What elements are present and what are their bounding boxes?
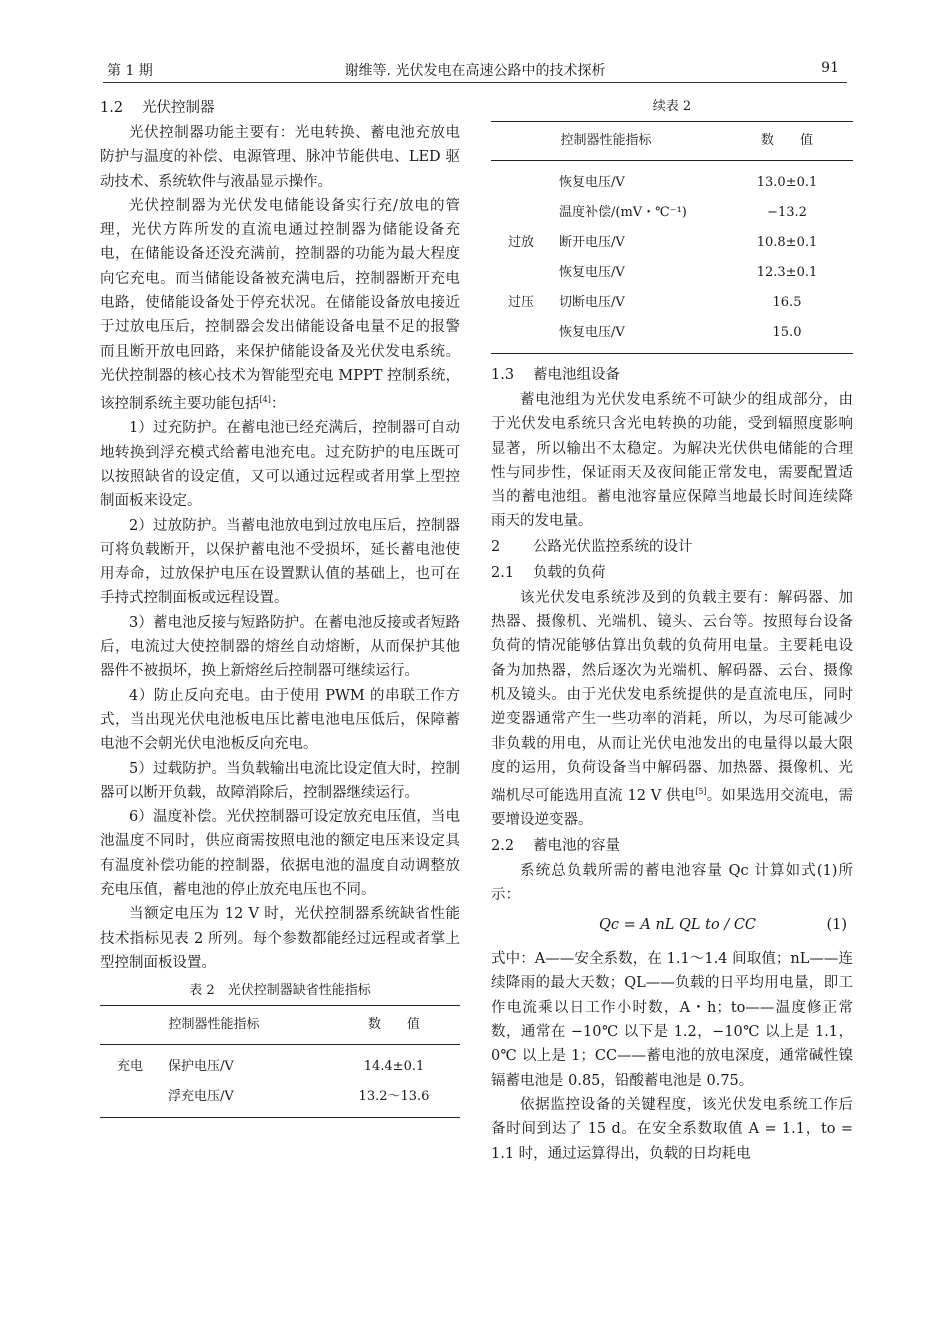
table-cell: 15.0 bbox=[721, 318, 853, 354]
left-column bbox=[100, 95, 460, 1118]
running-title: 谢维等. 光伏发电在高速公路中的技术探析 bbox=[344, 63, 606, 79]
section-number: 2.1 bbox=[491, 564, 515, 581]
paragraph: 蓄电池组为光伏发电系统不可缺少的组成部分，由于光伏发电系统只含光电转换的功能，受到辐照度影响显著，所以输出不太稳定。为解决光伏供电储能的合理性与同步性，保证雨天及夜间能正常发电，需要配置适当的蓄电池组。蓄电池容量应保障当地最长时间连续降雨天的发电量。 bbox=[491, 392, 853, 530]
table-cell: 温度补偿/(mV・℃⁻¹) bbox=[559, 204, 687, 220]
table-group bbox=[491, 318, 551, 354]
table-group: 充电 bbox=[116, 1059, 143, 1075]
paragraph-text: 该光伏发电系统涉及到的负载主要有：解码器、加热器、摄像机、光端机、镜头、云台等。按照每台设备负荷的情况能够估算出负载的负荷用电量。主要耗电设备为加热器，然后逐次为光端机、解码器、云台、摄像机及镜头。由于光伏发电系统提供的是直流电压，同时逆变器通常产生一些功率的消耗，所以，为尽可能减少非负载的用电，从而让光伏电池发出的电量得以最大限度的运用，负荷设备当中解码器、加热器、摄像机、光端机尽可能选用直流 12 V 供电 bbox=[491, 589, 853, 804]
equation-number: (1) bbox=[826, 917, 847, 934]
table-2 bbox=[100, 1005, 460, 1118]
table-header-indicator: 控制器性能指标 bbox=[491, 122, 721, 161]
paragraph bbox=[491, 586, 853, 833]
table-group: 过放 bbox=[507, 234, 534, 250]
table-cell: 保护电压/V bbox=[168, 1059, 234, 1075]
table-cell: 切断电压/V bbox=[559, 294, 625, 310]
table-cell: 14.4±0.1 bbox=[363, 1059, 425, 1075]
section-title: 蓄电池组设备 bbox=[533, 367, 620, 383]
paragraph: 依据监控设备的关键程度，该光伏发电系统工作后备时间到达了 15 d。在安全系数取值 A = 1.1，to = 1.1 时，通过运算得出，负载的日均耗电 bbox=[491, 1096, 853, 1162]
table-cell: 13.2～13.6 bbox=[328, 1082, 460, 1118]
table-row bbox=[491, 318, 853, 354]
section-number: 2 bbox=[491, 538, 501, 555]
table-group bbox=[100, 1082, 160, 1118]
table-group bbox=[491, 258, 551, 288]
table-row bbox=[100, 1045, 460, 1083]
paragraph bbox=[100, 194, 460, 417]
table-caption: 续表 2 bbox=[652, 99, 692, 114]
table-cell: 恢复电压/V bbox=[551, 318, 721, 354]
table-cell: 浮充电压/V bbox=[160, 1082, 328, 1118]
section-number: 1.2 bbox=[100, 100, 124, 116]
table-group: 过压 bbox=[507, 294, 534, 310]
page-header bbox=[103, 56, 847, 83]
section-heading-2 bbox=[491, 534, 853, 560]
citation-ref: [5] bbox=[695, 787, 707, 797]
table-row bbox=[100, 1082, 460, 1118]
table-cell: 恢复电压/V bbox=[559, 264, 625, 280]
section-title: 光伏控制器 bbox=[142, 100, 215, 116]
citation-ref: [4] bbox=[259, 395, 271, 405]
list-item: 6）温度补偿。光伏控制器可设定放充电压值，当电池温度不同时，供应商需按照电池的额定电压来设定具有温度补偿功能的控制器，依据电池的温度自动调整放充电压值，蓄电池的停止放充电压也不同。 bbox=[100, 809, 460, 899]
list-item: 1）过充防护。在蓄电池已经充满后，控制器可自动地转换到浮充模式给蓄电池充电。过充防护的电压既可以按照缺省的设定值，又可以通过远程或者用掌上型控制面板来设定。 bbox=[100, 420, 460, 510]
list-item: 2）过放防护。当蓄电池放电到过放电压后，控制器可将负载断开，以保护蓄电池不受损坏，延长蓄电池使用寿命，过放保护电压在设置默认值的基础上，也可在手持式控制面板或远程设置。 bbox=[100, 517, 460, 607]
section-heading-2-1 bbox=[491, 560, 853, 586]
section-title: 蓄电池的容量 bbox=[533, 837, 620, 854]
list-item: 5）过载防护。当负载输出电流比设定值大时，控制器可以断开负载，故障消除后，控制器继续运行。 bbox=[100, 760, 460, 801]
paragraph: 系统总负载所需的蓄电池容量 Qc 计算如式(1)所示： bbox=[491, 862, 853, 903]
list-item: 4）防止反向充电。由于使用 PWM 的串联工作方式，当出现光伏电池板电压比蓄电池电压低后，保障蓄电池不会朝光伏电池板反向充电。 bbox=[100, 687, 460, 753]
section-title: 公路光伏监控系统的设计 bbox=[533, 538, 693, 555]
paragraph-text: 光伏控制器为光伏发电储能设备实行充/放电的管理，光伏方阵所发的直流电通过控制器为储能设备充电，在储能设备还没充满前，控制器的功能为最大程度向它充电。而当储能设备被充满电后，控制器断开充电电路，使储能设备处于停充状况。在储能设备放电接近于过放电压后，控制器会发出储能设备电量不足的报警而且断开放电回路，来保护储能设备及光伏发电系统。光伏控制器的核心技术为智能型充电 MPPT 控制系统，该控制系统主要功能包括 bbox=[100, 197, 460, 413]
table-row bbox=[491, 228, 853, 258]
equation-body: Qc = A nL QL to / CC bbox=[599, 917, 757, 934]
paragraph-text: 。如果选用交流电，需要增设逆变器。 bbox=[491, 787, 854, 829]
table-row bbox=[491, 288, 853, 318]
right-column bbox=[491, 95, 853, 1166]
paragraph: 光伏控制器功能主要有：光电转换、蓄电池充放电防护与温度的补偿、电源管理、脉冲节能供电、LED 驱动技术、系统软件与液晶显示操作。 bbox=[100, 125, 460, 190]
section-heading-1-3 bbox=[491, 362, 853, 388]
table-row bbox=[491, 198, 853, 228]
table-header-indicator: 控制器性能指标 bbox=[100, 1006, 328, 1045]
table-cell: 12.3±0.1 bbox=[756, 264, 818, 280]
table-2-continued bbox=[491, 121, 853, 354]
section-number: 1.3 bbox=[491, 367, 515, 383]
table-row bbox=[491, 258, 853, 288]
table-cell: 10.8±0.1 bbox=[756, 234, 818, 250]
table-group bbox=[491, 161, 551, 199]
table-cell: 16.5 bbox=[772, 294, 802, 310]
section-title: 负载的负荷 bbox=[533, 564, 606, 581]
paragraph-text: ： bbox=[270, 396, 286, 413]
table-cell: 13.0±0.1 bbox=[756, 174, 818, 190]
table-group bbox=[491, 198, 551, 228]
table-header-value: 数 值 bbox=[721, 122, 853, 161]
paragraph: 当额定电压为 12 V 时，光伏控制器系统缺省性能技术指标见表 2 所列。每个参数都能经过远程或者掌上型控制面板设置。 bbox=[100, 906, 460, 971]
equation-1 bbox=[491, 913, 853, 941]
issue-number: 第 1 期 bbox=[107, 63, 153, 79]
table-row bbox=[491, 161, 853, 199]
table-caption: 表 2 光伏控制器缺省性能指标 bbox=[189, 983, 371, 999]
section-heading-2-2 bbox=[491, 833, 853, 859]
section-heading-1-2 bbox=[100, 95, 460, 121]
table-header-value: 数 值 bbox=[328, 1006, 460, 1045]
equation-explanation: 式中：A——安全系数，在 1.1～1.4 间取值；nL——连续降雨的最大天数；QL——负载的日平均用电量，即工作电流乘以日工作小时数，A・h；to——温度修正常数，通常在 −10℃ 以下是 1.2，−10℃ 以上是 1.1，0℃ 以上是 1；CC——蓄电池的放电深度，通常碱性镍镉蓄电池是 0.85，铅酸蓄电池是 0.75。 bbox=[491, 951, 853, 1089]
table-cell: 恢复电压/V bbox=[559, 174, 625, 190]
table-cell: 断开电压/V bbox=[559, 234, 625, 250]
table-cell: −13.2 bbox=[767, 204, 807, 220]
section-number: 2.2 bbox=[491, 837, 515, 854]
list-item: 3）蓄电池反接与短路防护。在蓄电池反接或者短路后，电流过大使控制器的熔丝自动熔断，从而保护其他器件不被损坏，换上新熔丝后控制器可继续运行。 bbox=[100, 614, 460, 680]
page-number: 91 bbox=[821, 60, 839, 76]
